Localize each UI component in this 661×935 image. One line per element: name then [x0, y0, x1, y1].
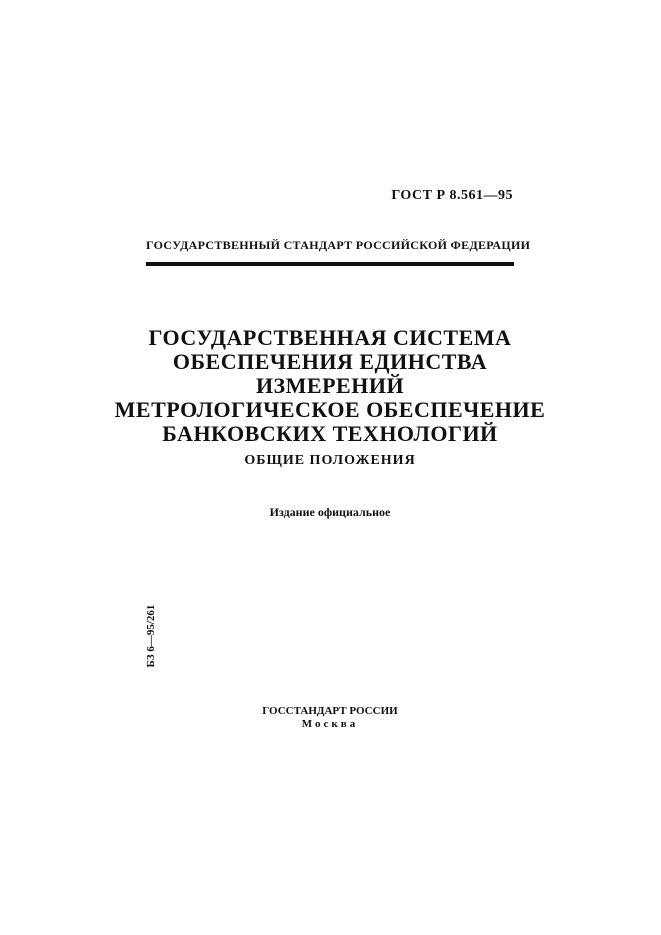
- side-code: БЗ 6—95/261: [145, 604, 157, 668]
- organization-header: ГОСУДАРСТВЕННЫЙ СТАНДАРТ РОССИЙСКОЙ ФЕДЕРАЦИИ: [146, 238, 531, 252]
- title-line: ОБЕСПЕЧЕНИЯ ЕДИНСТВА: [172, 349, 488, 374]
- city: Москва: [301, 718, 359, 730]
- title-line: МЕТРОЛОГИЧЕСКОЕ ОБЕСПЕЧЕНИЕ: [114, 397, 546, 422]
- title-line: ИЗМЕРЕНИЙ: [255, 373, 405, 398]
- document-subtitle: ОБЩИЕ ПОЛОЖЕНИЯ: [244, 453, 416, 468]
- document-title: [100, 326, 560, 446]
- title-line: ГОСУДАРСТВЕННАЯ СИСТЕМА: [148, 325, 512, 350]
- publisher-block: [100, 705, 560, 731]
- edition-note: Издание официальное: [269, 505, 391, 519]
- publisher: ГОССТАНДАРТ РОССИИ: [262, 705, 398, 717]
- title-line: БАНКОВСКИХ ТЕХНОЛОГИЙ: [162, 421, 498, 446]
- header-rule: [146, 262, 514, 266]
- standard-code: ГОСТ Р 8.561—95: [391, 188, 513, 203]
